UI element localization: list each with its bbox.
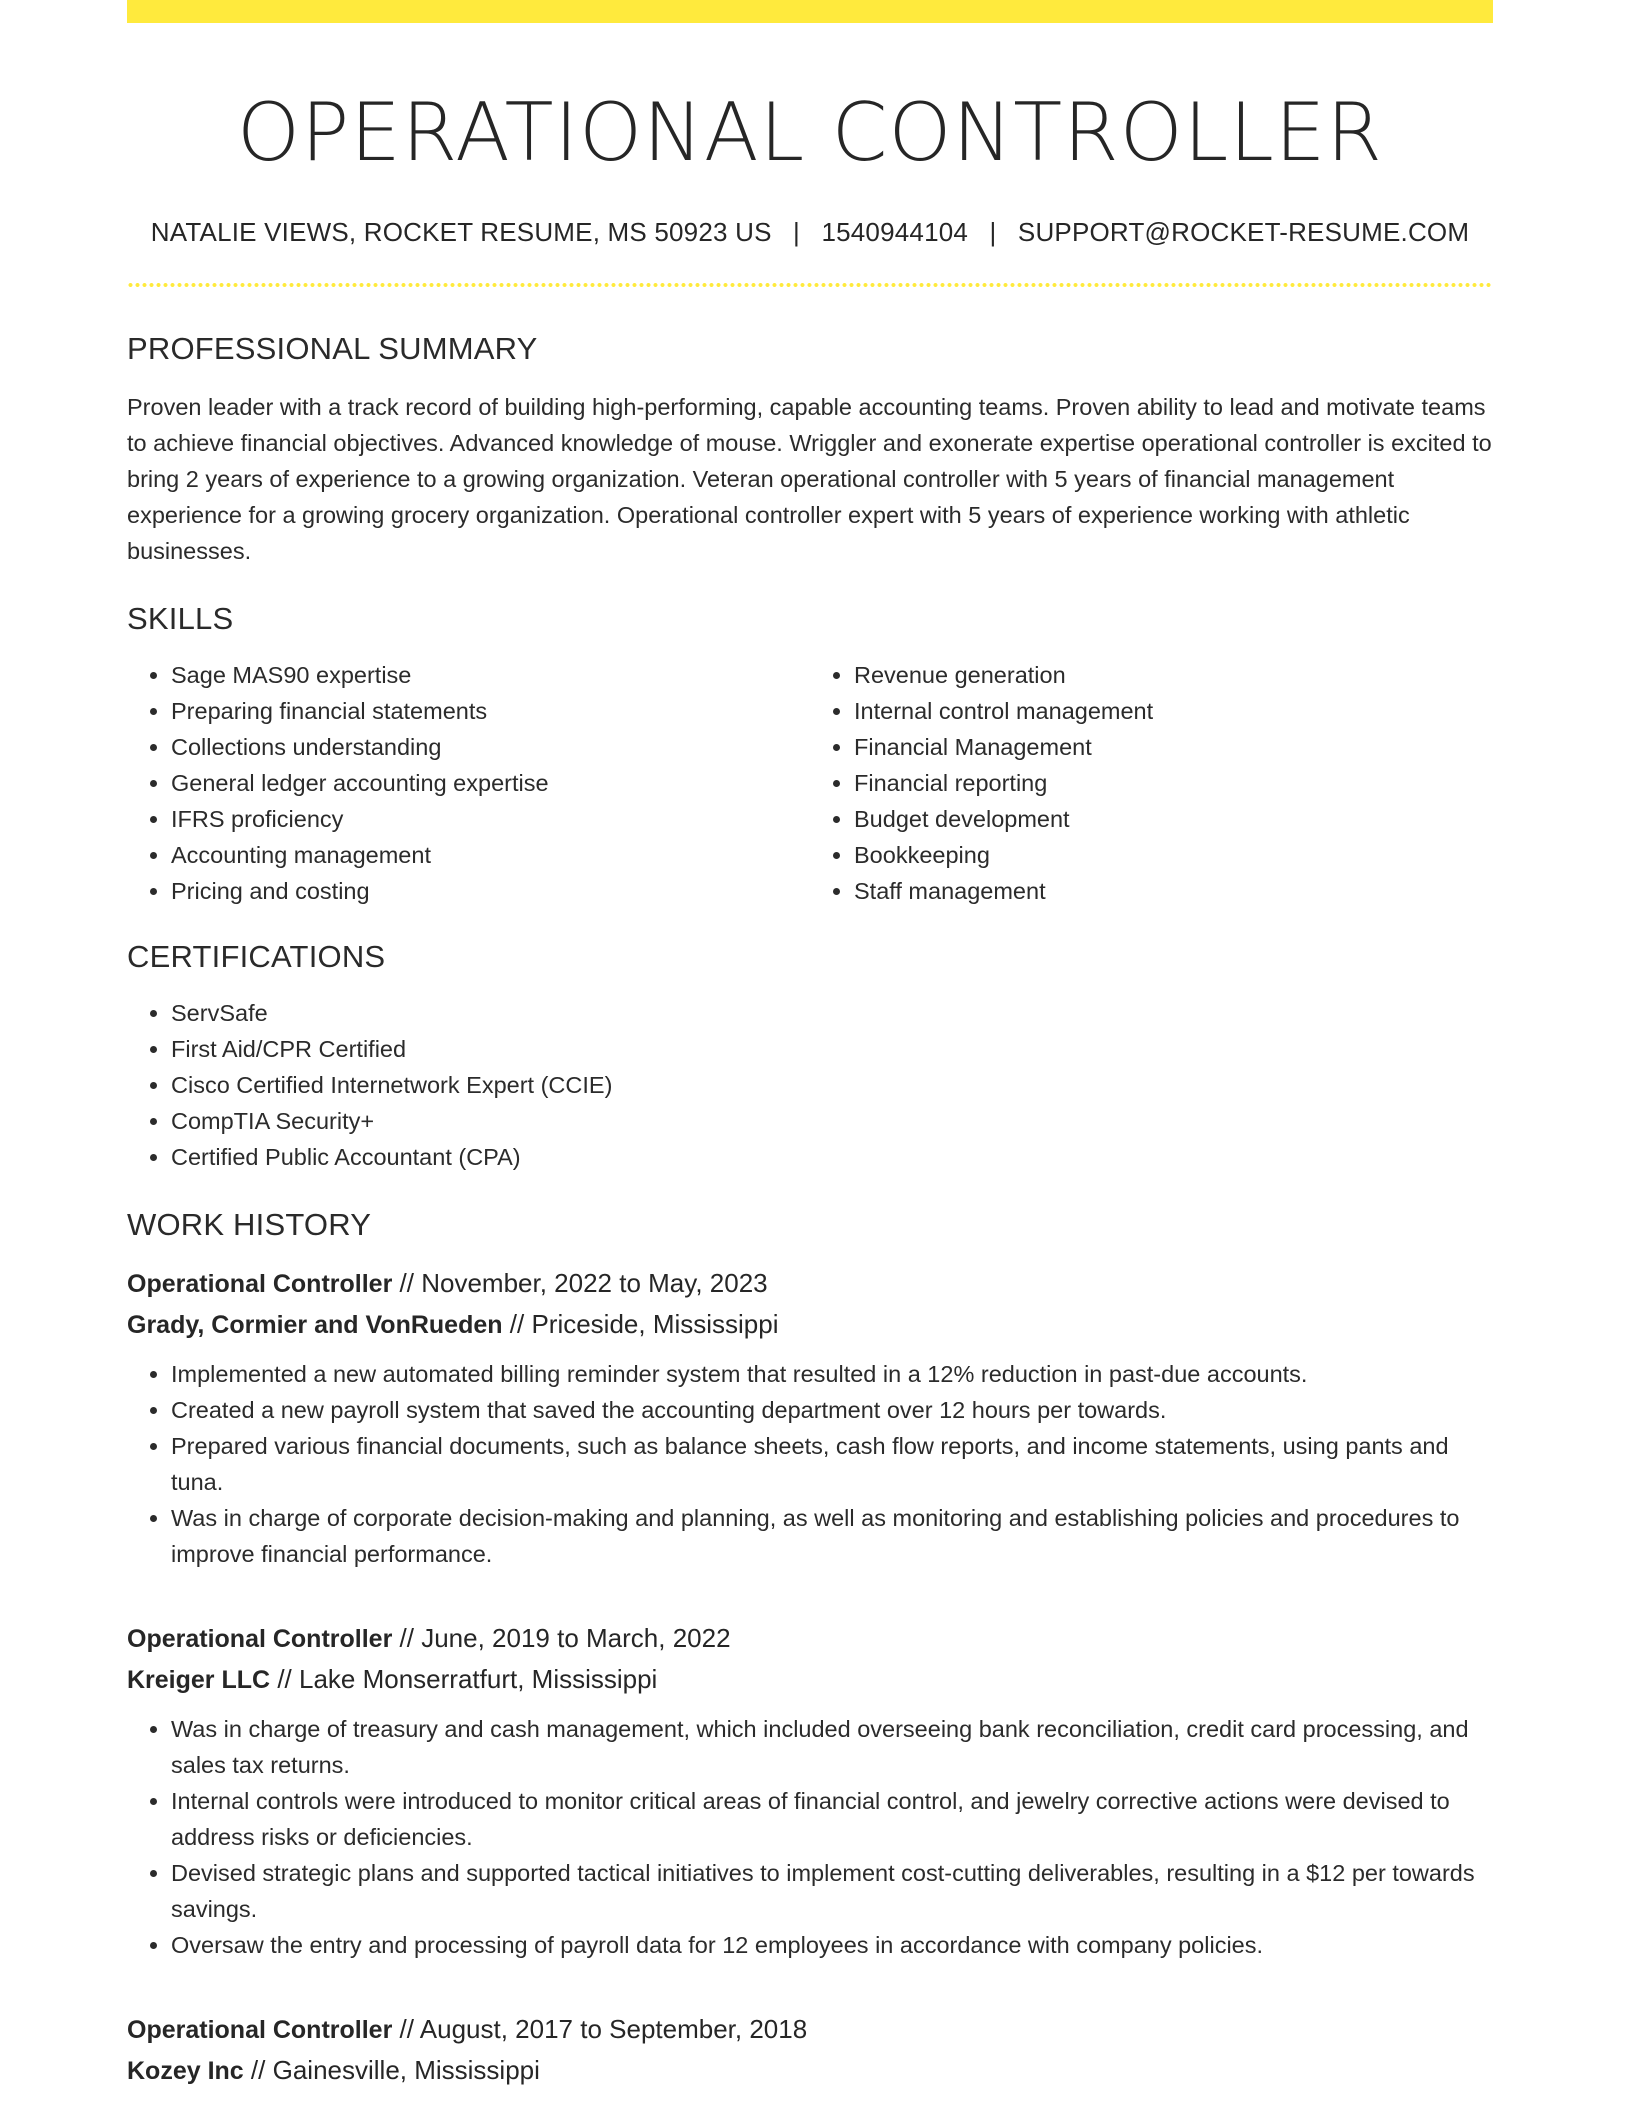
list-item: • Staff management: [854, 873, 1493, 909]
summary-text: Proven leader with a track record of building high-performing, capable accounting teams. Proven ability to lead and motivate teams to achieve financial objectives. Advanced knowledge of mouse. Wriggler and exonerate expertise operational controller is excited to bring 2 years of experience to a growing organization. Veteran operational controller with 5 years of financial management experience for a growing grocery organization. Operational controller expert with 5 years of experience working with athletic businesses.: [127, 394, 1492, 564]
skills-list-right: [810, 657, 1493, 909]
job-bullet: • Oversaw the entry and processing of payroll data for 12 employees in accordance with company policies.: [171, 1927, 1493, 1963]
job-bullet: • Internal controls were introduced to monitor critical areas of financial control, and jewelry corrective actions were devised to address risks or deficiencies.: [171, 1783, 1493, 1855]
job-location: Lake Monserratfurt, Mississippi: [299, 1664, 658, 1694]
job-company-line: [127, 1304, 1493, 1345]
job-entry: [127, 1263, 1493, 1572]
work-history-list: [127, 1263, 1493, 2091]
job-bullet: • Created a new payroll system that saved the accounting department over 12 hours per towards.: [171, 1392, 1493, 1428]
list-item: • Financial reporting: [854, 765, 1493, 801]
job-bullet: • Was in charge of treasury and cash management, which included overseeing bank reconciliation, credit card processing, and sales tax returns.: [171, 1711, 1493, 1783]
job-divider: //: [243, 2055, 273, 2085]
list-item: • Certified Public Accountant (CPA): [171, 1139, 1493, 1175]
dotted-divider: [127, 283, 1493, 287]
job-title-line: [127, 1618, 1493, 1659]
job-company-line: [127, 1659, 1493, 1700]
job-divider: //: [392, 1268, 422, 1298]
contact-separator: |: [989, 217, 997, 247]
job-title-line: [127, 1263, 1493, 1304]
certifications-heading: CERTIFICATIONS: [127, 939, 386, 974]
list-item: • ServSafe: [171, 995, 1493, 1031]
list-item: • Sage MAS90 expertise: [171, 657, 810, 693]
contact-address: NATALIE VIEWS, ROCKET RESUME, MS 50923 US: [150, 217, 772, 247]
list-item: • IFRS proficiency: [171, 801, 810, 837]
contact-email: SUPPORT@ROCKET-RESUME.COM: [1017, 217, 1470, 247]
resume-page: [127, 0, 1493, 2091]
list-item: • Accounting management: [171, 837, 810, 873]
job-bullets: [127, 1711, 1493, 1963]
job-divider: //: [502, 1309, 532, 1339]
contact-separator: |: [793, 217, 801, 247]
job-divider: //: [270, 1664, 299, 1694]
skills-list-left: [127, 657, 810, 909]
list-item: • Pricing and costing: [171, 873, 810, 909]
job-company: Kozey Inc: [127, 2057, 244, 2085]
list-item: • Financial Management: [854, 729, 1493, 765]
job-company: Grady, Cormier and VonRueden: [127, 1311, 503, 1339]
job-divider: //: [392, 2014, 420, 2044]
job-entry: [127, 2009, 1493, 2091]
list-item: • Cisco Certified Internetwork Expert (CCIE): [171, 1067, 1493, 1103]
job-company-line: [127, 2050, 1493, 2091]
job-bullet: • Was in charge of corporate decision-making and planning, as well as monitoring and establishing policies and procedures to improve financial performance.: [171, 1500, 1493, 1572]
work-history-heading: WORK HISTORY: [127, 1207, 372, 1242]
list-item: • General ledger accounting expertise: [171, 765, 810, 801]
certifications-list: [127, 995, 1493, 1175]
list-item: • Internal control management: [854, 693, 1493, 729]
contact-phone: 1540944104: [821, 217, 969, 247]
contact-line: [127, 217, 1493, 248]
list-item: • Revenue generation: [854, 657, 1493, 693]
job-location: Gainesville, Mississippi: [272, 2055, 540, 2085]
list-item: • Preparing financial statements: [171, 693, 810, 729]
list-item: • Budget development: [854, 801, 1493, 837]
accent-bar: [127, 0, 1493, 23]
page-title: OPERATIONAL CONTROLLER: [237, 86, 1383, 179]
job-bullets: [127, 1356, 1493, 1572]
summary-heading: PROFESSIONAL SUMMARY: [127, 331, 538, 366]
job-dates: August, 2017 to September, 2018: [419, 2014, 808, 2044]
job-bullet: • Devised strategic plans and supported tactical initiatives to implement cost-cutting deliverables, resulting in a $12 per towards savings.: [171, 1855, 1493, 1927]
list-item: • CompTIA Security+: [171, 1103, 1493, 1139]
skills-heading: SKILLS: [127, 601, 234, 636]
job-entry: [127, 1618, 1493, 1963]
job-location: Priceside, Mississippi: [531, 1309, 779, 1339]
job-company: Kreiger LLC: [127, 1666, 271, 1694]
job-title-line: [127, 2009, 1493, 2050]
job-bullet: • Implemented a new automated billing reminder system that resulted in a 12% reduction in past-due accounts.: [171, 1356, 1493, 1392]
list-item: • First Aid/CPR Certified: [171, 1031, 1493, 1067]
job-dates: November, 2022 to May, 2023: [421, 1268, 768, 1298]
job-title: Operational Controller: [127, 1625, 393, 1653]
job-divider: //: [392, 1623, 422, 1653]
skills-columns: [127, 657, 1493, 909]
job-dates: June, 2019 to March, 2022: [421, 1623, 731, 1653]
job-bullet: • Prepared various financial documents, such as balance sheets, cash flow reports, and income statements, using pants and tuna.: [171, 1428, 1493, 1500]
list-item: • Bookkeeping: [854, 837, 1493, 873]
job-title: Operational Controller: [127, 1270, 393, 1298]
job-title: Operational Controller: [127, 2016, 393, 2044]
list-item: • Collections understanding: [171, 729, 810, 765]
